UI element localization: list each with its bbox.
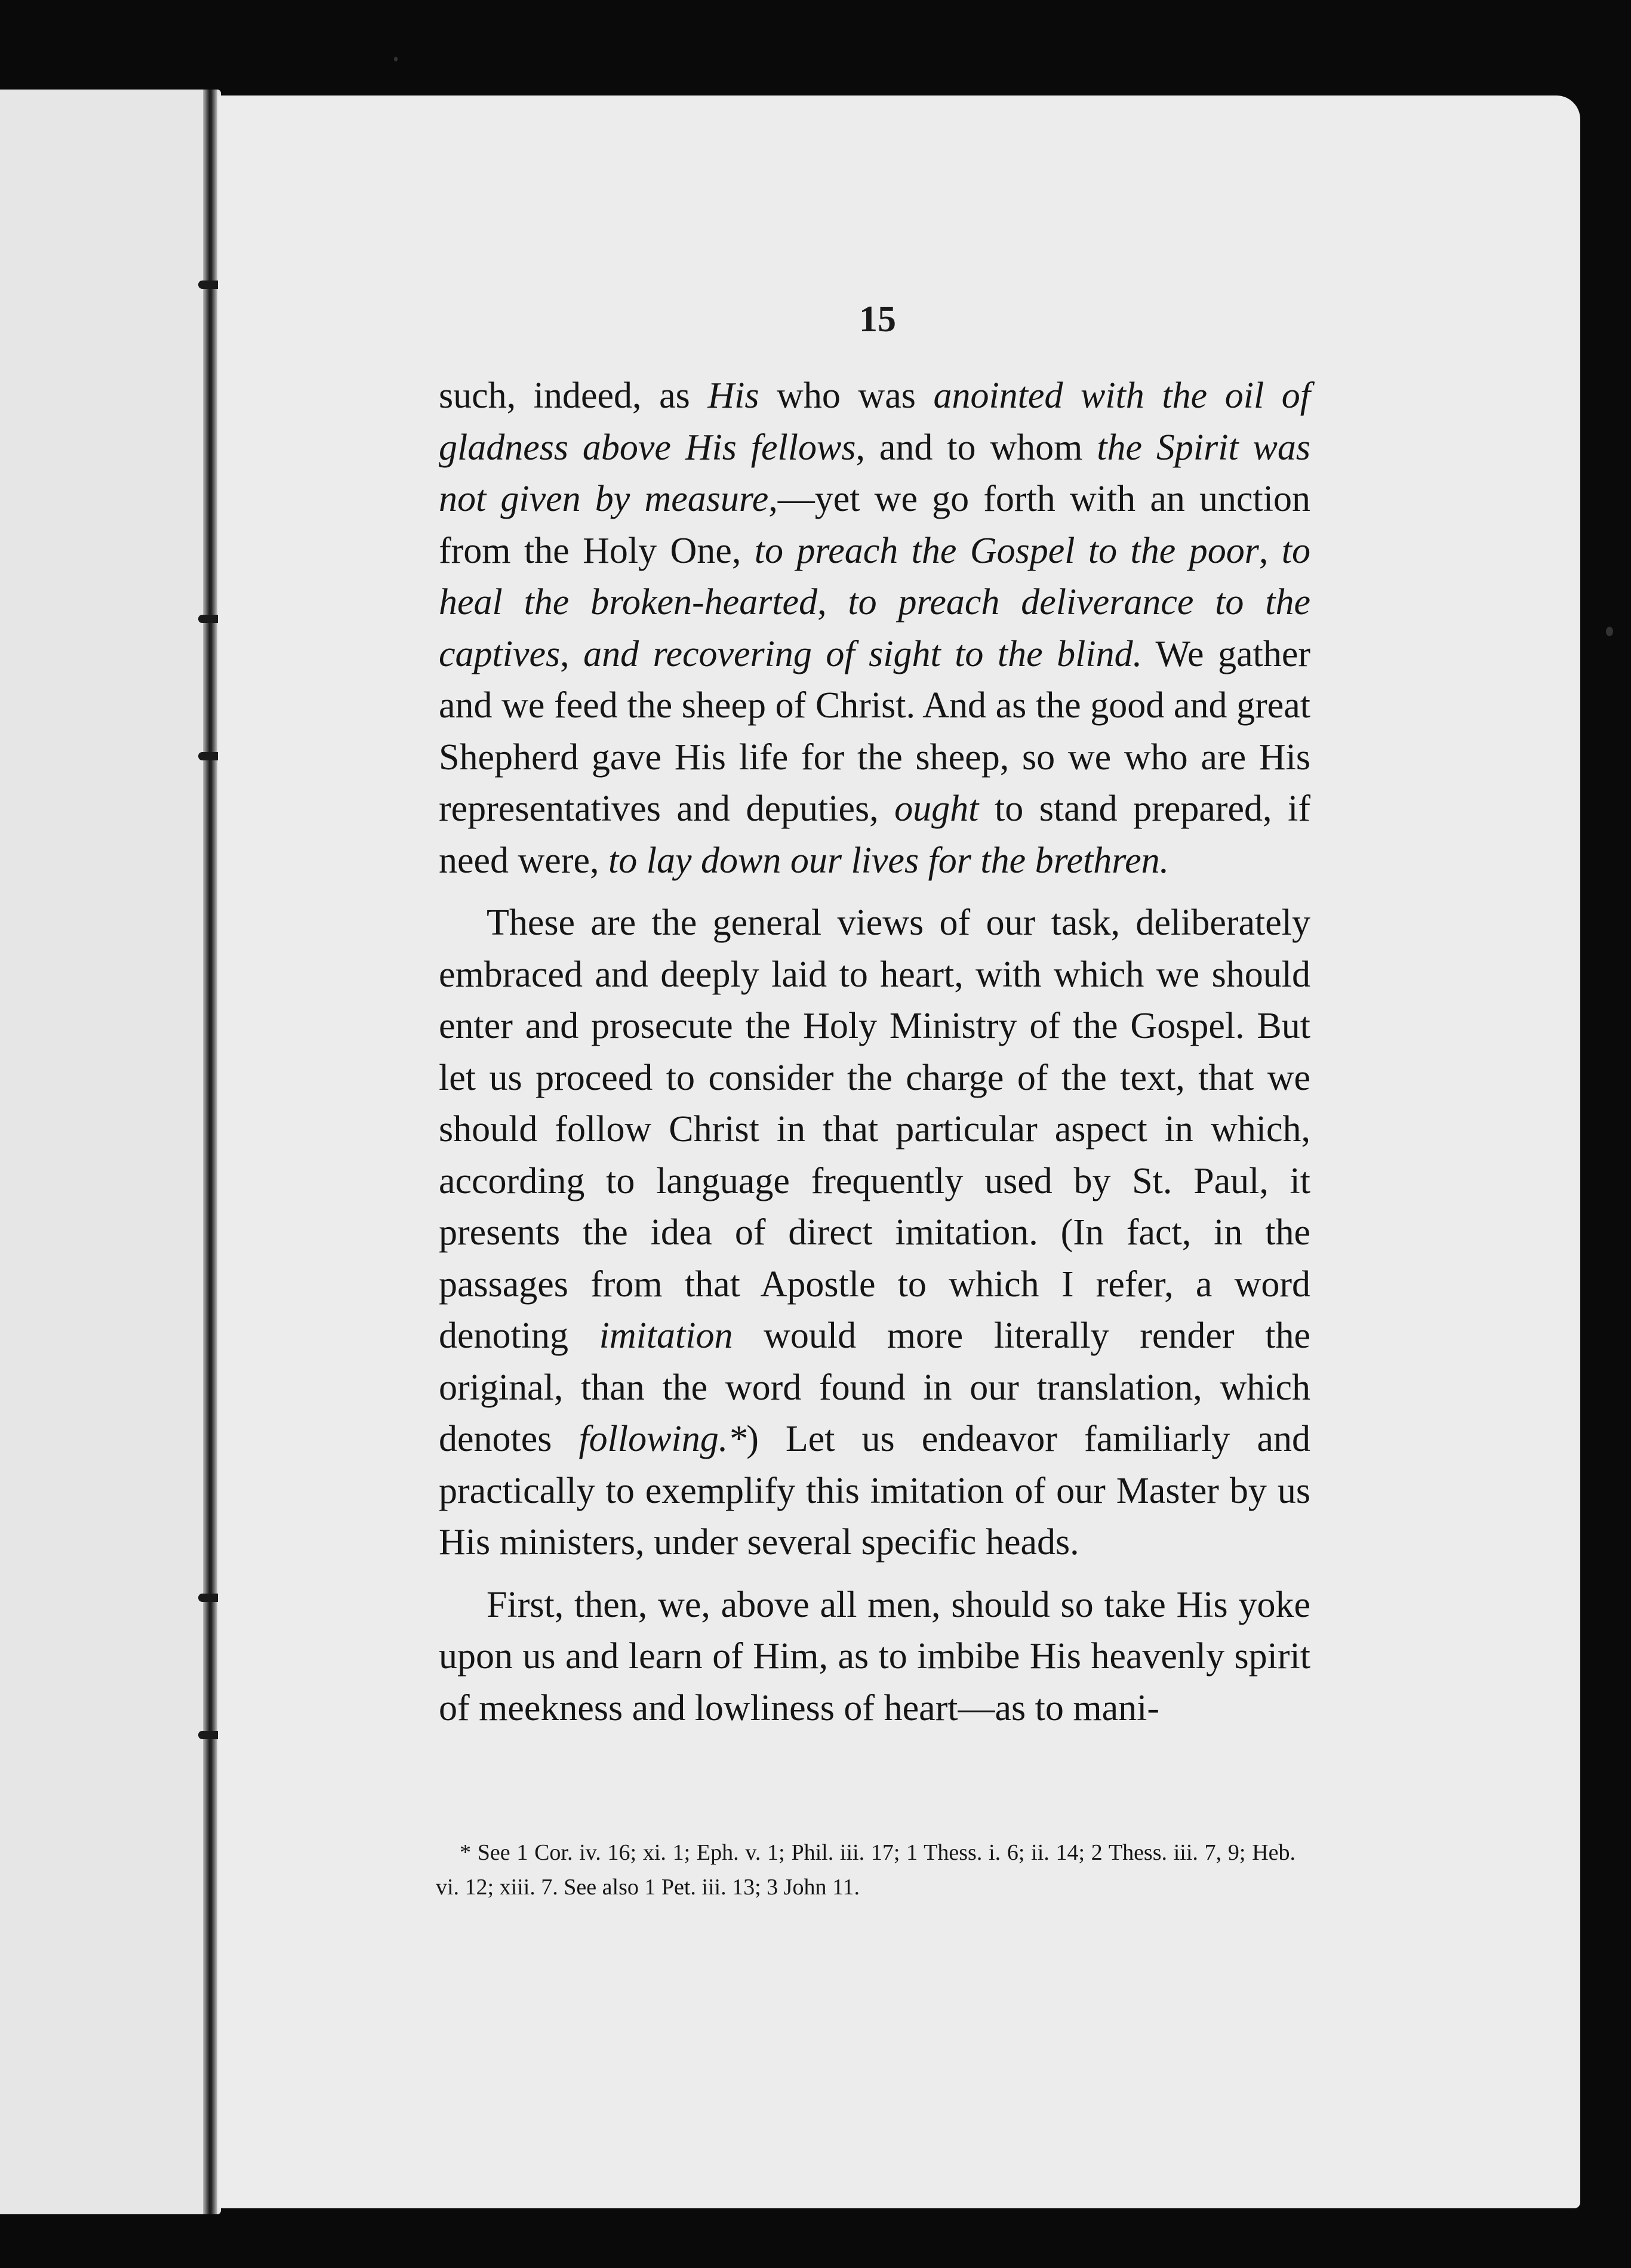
paragraph [439, 370, 1310, 886]
text-run: These are the general views of our task, deliberately embraced and deeply laid to heart, with which we should enter and prosecute the Holy Ministry of the Gospel. But let us proceed to consider the charge of the text, that we should follow Christ in that particular aspect in which, according to language frequently used by St. Paul, it presents the idea of direct imitation. (In fact, in the passages from that Apostle to which I refer, a word denoting [439, 902, 1310, 1356]
italic-phrase: ought [894, 788, 979, 829]
text-run: ) Let us endeavor familiarly and practically to exemplify this imitation of our Master by us His ministers, under several specific heads. [439, 1419, 1310, 1563]
italic-phrase: to preach the Gospel to the poor [754, 530, 1259, 571]
italic-phrase: following.* [578, 1419, 747, 1459]
paragraph [439, 1579, 1310, 1734]
page-number: 15 [859, 299, 896, 340]
italic-phrase: and recovering of sight to the blind. [583, 633, 1143, 674]
text-run: such, indeed, as [439, 375, 708, 416]
page-speck [394, 57, 398, 61]
text-run: We gather and we feed the sheep of Christ. And as the good and great Shepherd gave His life for the sheep, so we who are His representatives and deputies, [439, 633, 1310, 829]
text-run: who was [759, 375, 934, 416]
page-speck [1606, 627, 1613, 636]
italic-phrase: His [707, 375, 759, 416]
text-run: First, then, we, above all men, should so take His yoke upon us and learn of Him, as to imbibe His heavenly spirit of meekness and lowliness of heart—as to mani- [439, 1584, 1310, 1728]
paragraph [439, 897, 1310, 1569]
text-run: , and to whom [855, 427, 1097, 468]
italic-phrase: to heal the broken-hearted [439, 530, 1311, 623]
text-run: , [817, 582, 848, 623]
footnote: * See 1 Cor. iv. 16; xi. 1; Eph. v. 1; Phil. iii. 17; 1 Thess. i. 6; ii. 14; 2 Thess. iii. 7, 9; Heb. vi. 12; xiii. 7. See also 1 Pet. iii. 13; 3 John 11. [436, 1840, 1295, 1900]
italic-phrase: to lay down our lives for the brethren. [608, 840, 1170, 881]
text-run: , [1258, 530, 1282, 571]
text-run: , [560, 633, 584, 674]
left-page-edge [0, 90, 221, 2214]
italic-phrase: imitation [599, 1315, 733, 1356]
text-run: ,—yet we go forth with an unction from the Holy One, [439, 479, 1310, 571]
italic-phrase: anointed with the oil of gladness above His fellows [439, 375, 1310, 468]
book-binding [203, 90, 217, 2214]
text-run: would more literally render the original, than the word found in our translation, which denotes [439, 1315, 1310, 1459]
text-run: to stand prepared, if need were, [439, 788, 1311, 881]
body-text [439, 370, 1310, 1734]
italic-phrase: the Spirit was not given by measure [439, 427, 1310, 519]
italic-phrase: to preach deliverance to the captives [439, 582, 1311, 674]
